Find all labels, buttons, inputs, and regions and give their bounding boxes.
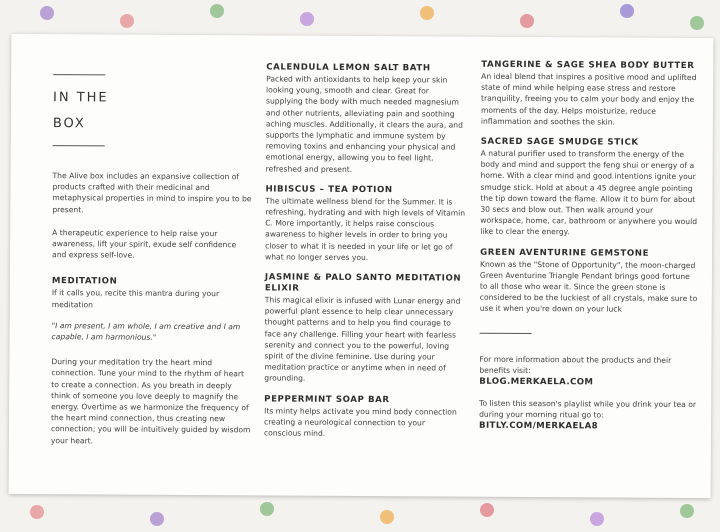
intro-text: The Alive box includes an expansive collection of products crafted with their medicinal and metaphysical properties in mind to inspire you to be present. [52, 171, 252, 214]
column-products-2 [264, 62, 466, 439]
flower-icon [420, 6, 434, 20]
divider [480, 332, 532, 333]
playlist-text: To listen this season's playlist while you drink your tea or during your morning ritual go to: [479, 398, 697, 420]
product-description: Known as the "Stone of Opportunity", the moon-charged Green Aventurine Triangle Pendant brings good fortune to all those who wear it. Since the green stone is considered to be the luckiest of all crystals, make sure to use it when you're down on your luck [479, 259, 698, 315]
product-description: The ultimate wellness blend for the Summer. It is refreshing, hydrating and with high levels of Vitamin C. More importantly, it helps raise conscious awareness to higher levels in order to bring you closer to what it is needed in your life or let go of what no longer serves you. [265, 196, 466, 262]
product-description: A natural purifier used to transform the energy of the body and mind and support the feng shui or energy of a home. With a clear mind and good intentions ignite your smudge stick. Hold at about a 45 degree angle pointing the tip down toward the flame. Allow it to burn for about 30 secs and blow out. Then walk around your workspace, home, car, bathroom or anywhere you would like to clear the energy. [480, 148, 698, 237]
flower-icon [520, 14, 534, 28]
flower-icon [150, 512, 164, 526]
flower-icon [120, 14, 134, 28]
column-products-3 [479, 60, 699, 434]
flower-icon [480, 503, 494, 517]
playlist-link[interactable]: BITLY.COM/MERKAELA8 [478, 421, 599, 432]
product-heading: PEPPERMINT SOAP BAR [264, 394, 390, 405]
product-description: Packed with antioxidants to help keep your skin looking young, smooth and clear. Great for supplying the body with much needed magnesium and other nutrients, alleviating pain and soothing aching muscles. Additionally, it clears the aura, and supports the lymphatic and immune system by removing toxins and enhancing your physical and emotional energy, allowing you to feel light, refreshed and present. [265, 74, 463, 174]
product-description: An ideal blend that inspires a positive mood and uplifted state of mind while helping ease stress and restore tranquility, freeing you to calm your body and enjoy the moments of the day. Helps moisturize, reduce inflammation and soothes the skin. [480, 71, 697, 127]
product-heading: GREEN AVENTURINE GEMSTONE [480, 247, 650, 259]
product-heading: HIBISCUS – TEA POTION [265, 184, 393, 196]
product-heading: TANGERINE & SAGE SHEA BODY BUTTER [481, 59, 695, 72]
product-heading: CALENDULA LEMON SALT BATH [266, 62, 431, 74]
intro-text-2: A therapeutic experience to help raise your awareness, lift your spirit, exude self confidence and express self-love. [52, 227, 237, 260]
flower-icon [30, 505, 44, 519]
flower-icon [260, 502, 274, 516]
flower-icon [380, 510, 394, 524]
meditation-text: If it calls you, recite this mantra during your meditation [51, 288, 220, 309]
product-description: This magical elixir is infused with Lunar energy and powerful plant essence to help clear unnecessary thought patterns and to help you find courage to face any challenge. Filling your heart with fearless serenity and connect you to the powerful, loving spirit of the divine feminine. Use during your meditation practice or anytime when in need of grounding. [264, 295, 461, 384]
flower-icon [690, 16, 704, 30]
product-heading: JASMINE & PALO SANTO MEDITATION ELIXIR [264, 272, 462, 294]
info-card [9, 34, 714, 498]
meditation-body: During your meditation try the heart mind connection. Tune your mind to the rhythm of heart to create a connection. As you breath in deeply think of someone you love deeply to magnify the energy. Overtime as we harmonize the frequency of the heart mind connection, thus creating new connection; you will be intuitively guided by wisdom your heart. [50, 357, 251, 446]
flower-icon [300, 12, 314, 26]
meditation-mantra: "I am present, I am whole, I am creative and I am capable, I am harmonious." [51, 320, 241, 342]
info-text: For more information about the products and their benefits visit: [479, 354, 672, 375]
column-intro [51, 34, 254, 447]
meditation-heading: MEDITATION [51, 276, 118, 287]
flower-icon [680, 504, 694, 518]
page-title-line2: BOX [52, 116, 86, 132]
product-description: Its minty helps activate you mind body connection creating a neurological connection to your conscious mind. [263, 406, 457, 438]
blog-link[interactable]: BLOG.MERKAELA.COM [479, 376, 594, 388]
flower-icon [620, 4, 634, 18]
product-heading: SACRED SAGE SMUDGE STICK [480, 136, 639, 148]
divider [53, 145, 105, 146]
page-title-line1: IN THE [52, 90, 109, 106]
flower-icon [210, 4, 224, 18]
flower-icon [590, 512, 604, 526]
flower-icon [40, 6, 54, 20]
